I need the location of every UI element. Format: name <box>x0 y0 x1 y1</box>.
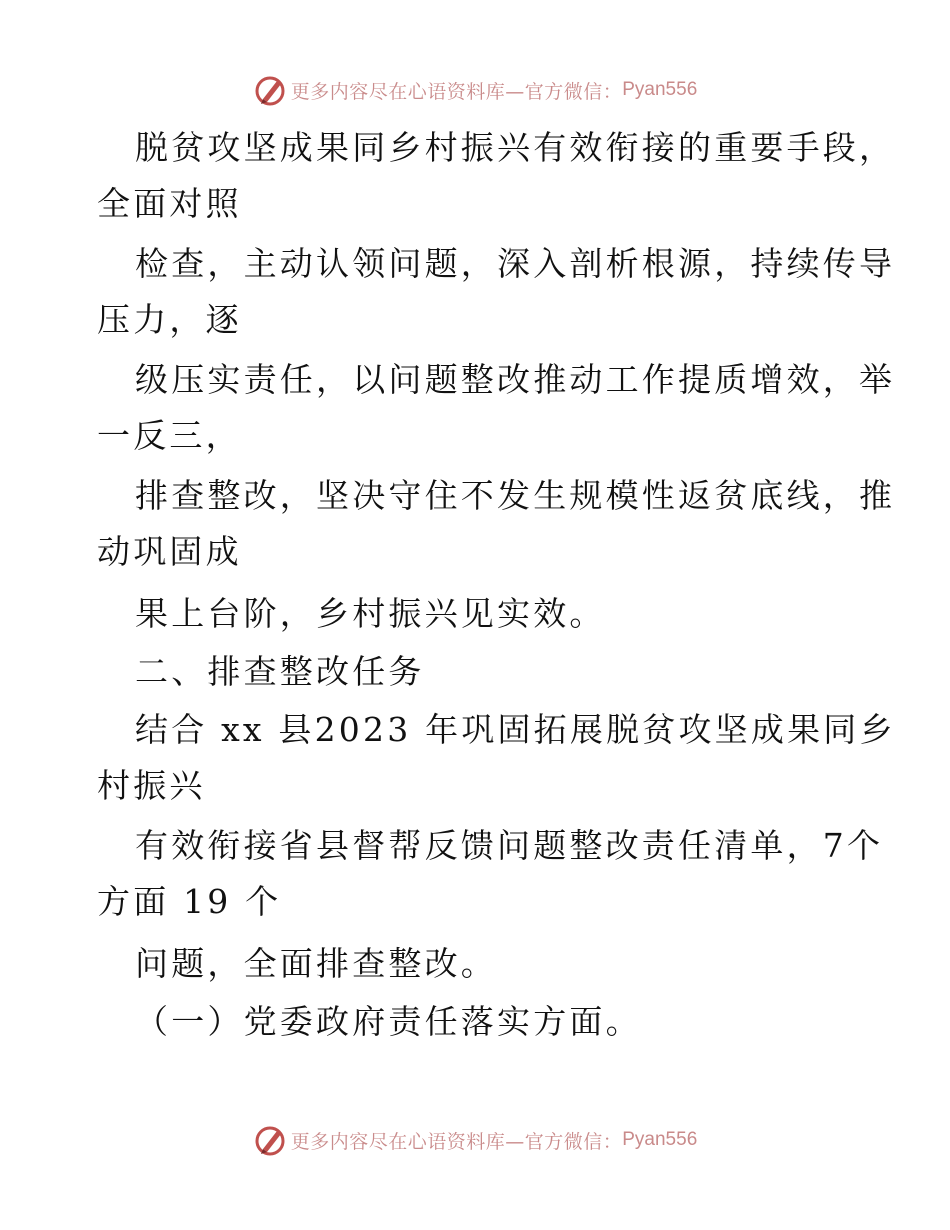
body-line-8: 动巩固成 <box>97 532 242 571</box>
body-line-13: 有效衔接省县督帮反馈问题整改责任清单，7个 <box>135 826 884 865</box>
pen-logo-icon <box>253 73 287 107</box>
body-line-7: 排查整改，坚决守住不发生规模性返贫底线，推 <box>135 476 896 515</box>
watermark-text: 更多内容尽在心语资料库—官方微信： <box>290 1130 623 1153</box>
body-line-15: 问题，全面排查整改。 <box>135 944 497 983</box>
section-heading: 二、排查整改任务 <box>135 652 425 691</box>
body-line-12: 村振兴 <box>97 766 206 805</box>
body-line-5: 级压实责任，以问题整改推动工作提质增效，举 <box>135 360 896 399</box>
header-watermark <box>0 70 950 110</box>
footer-watermark <box>0 1120 950 1160</box>
body-line-1: 脱贫攻坚成果同乡村振兴有效衔接的重要手段， <box>135 128 896 167</box>
watermark-text: 更多内容尽在心语资料库—官方微信： <box>290 80 623 103</box>
body-line-2: 全面对照 <box>97 184 242 223</box>
pen-logo-icon <box>253 1123 287 1157</box>
body-line-3: 检查，主动认领问题，深入剖析根源，持续传导 <box>135 244 896 283</box>
body-line-6: 一反三， <box>97 416 242 455</box>
body-line-14: 方面 19 个 <box>97 882 282 921</box>
subsection-heading: （一）党委政府责任落实方面。 <box>135 1002 642 1041</box>
body-line-11: 结合 xx 县2023 年巩固拓展脱贫攻坚成果同乡 <box>135 710 896 749</box>
watermark-wechat-id: Pyan556 <box>622 1129 698 1150</box>
body-line-4: 压力，逐 <box>97 300 242 339</box>
body-line-9: 果上台阶，乡村振兴见实效。 <box>135 594 606 633</box>
watermark-wechat-id: Pyan556 <box>622 79 698 100</box>
